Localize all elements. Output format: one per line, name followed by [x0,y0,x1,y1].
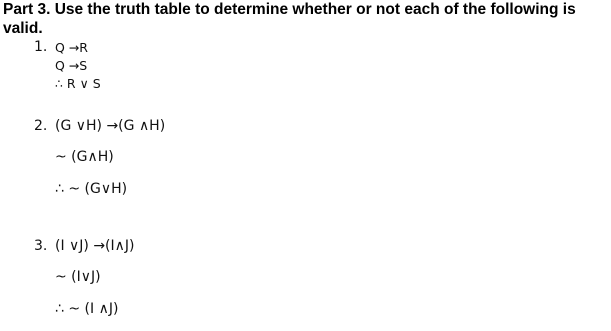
problem-2-premise-2: ~ (G∧H) [55,149,114,165]
problem-1-premise-2: Q →S [55,58,88,73]
problem-2-number: 2. [34,118,48,134]
instructions-heading: Part 3. Use the truth table to determine whether or not each of the following is valid. [3,1,576,37]
problem-1-conclusion: ∴ R ∨ S [55,76,101,91]
problem-3-conclusion: ∴ ~ (I ∧J) [55,301,119,317]
problem-2-conclusion: ∴ ~ (G∨H) [55,181,128,197]
problem-2-premise-1: (G ∨H) →(G ∧H) [55,118,166,134]
problem-1-premise-1: Q →R [55,40,88,55]
problem-1-number: 1. [34,39,48,55]
problem-3-premise-2: ~ (I∨J) [55,269,101,285]
problem-3-premise-1: (I ∨J) →(I∧J) [55,238,135,254]
problem-3-number: 3. [34,238,48,254]
